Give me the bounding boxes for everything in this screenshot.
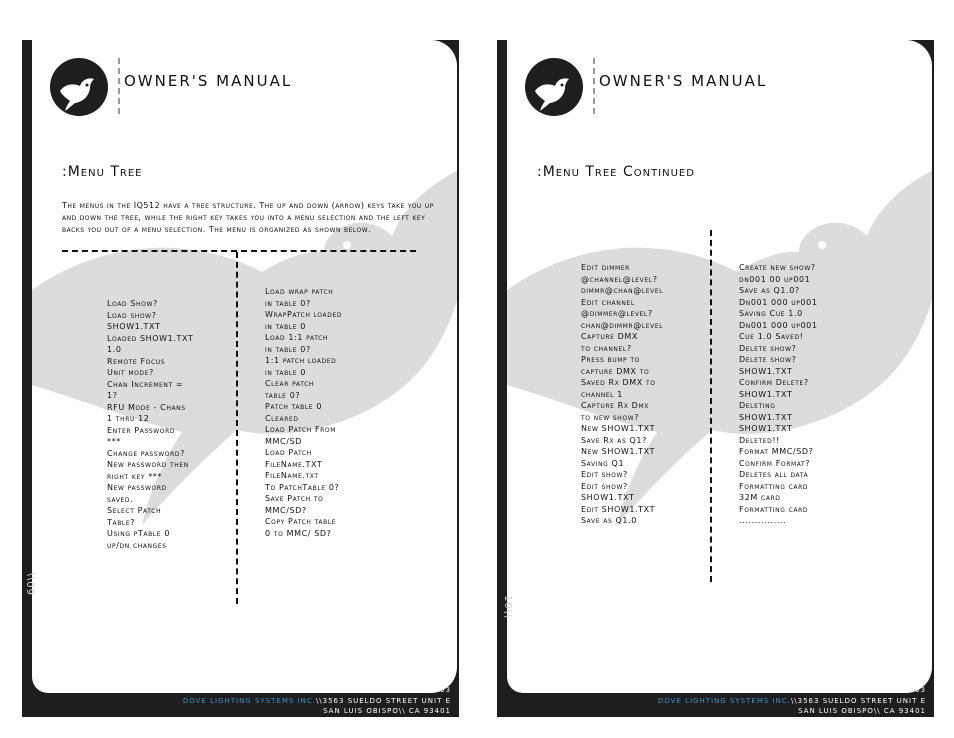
menu-item: SHOW1.TXT: [739, 424, 793, 433]
footer-phone: 805.541.8292\\805.541.8293: [797, 686, 926, 694]
menu-item: dn001 00 up001: [739, 274, 811, 284]
menu-item: Select Patch: [107, 506, 162, 515]
menu-item: RFU Mode - Chans: [107, 402, 186, 412]
manual-page-right: [497, 40, 934, 717]
menu-item: Save Patch to: [265, 494, 324, 503]
footer-city: SAN LUIS OBISPO\\ CA 93401: [323, 707, 451, 715]
menu-item: New password then: [107, 460, 189, 469]
menu-item: Formatting card: [739, 481, 809, 491]
footer-company: DOVE LIGHTING SYSTEMS INC.: [182, 696, 316, 705]
menu-item: FileName.TXT: [265, 459, 323, 469]
menu-item: @dimmer@level?: [581, 309, 653, 318]
menu-item: Edit dimmer: [581, 263, 630, 272]
menu-item: Edit show?: [581, 470, 628, 479]
footer-address-line: [183, 696, 451, 707]
menu-item: ***: [107, 437, 121, 446]
menu-item: in table 0?: [265, 344, 311, 354]
menu-item: Table?: [107, 517, 136, 527]
menu-item: Deletes all data: [739, 470, 809, 479]
menu-item: Enter Password: [107, 425, 176, 435]
page-panel: [32, 40, 457, 693]
menu-column-1: [581, 262, 663, 527]
menu-item: Load 1:1 patch: [265, 333, 329, 342]
menu-item: Chan Increment =: [107, 379, 184, 389]
menu-item: Delete show?: [739, 343, 797, 353]
menu-item: To PatchTable 0?: [265, 482, 340, 492]
menu-item: Load Show?: [107, 299, 158, 308]
footer-street: \\3563 SUELDO STREET UNIT E: [790, 696, 926, 705]
menu-item: Copy Patch table: [265, 517, 337, 526]
menu-item: Dn001 000 up001: [739, 297, 818, 307]
menu-item: FileName.txt: [265, 471, 319, 480]
dove-watermark-icon: [507, 40, 932, 693]
logo-divider: [118, 58, 120, 114]
footer-company: DOVE LIGHTING SYSTEMS INC.: [657, 696, 791, 705]
page-number: 10\\: [502, 595, 513, 619]
menu-item: right key ***: [107, 471, 163, 481]
menu-item: in table 0?: [265, 298, 311, 308]
menu-item: dimmr@chan@level: [581, 286, 664, 295]
menu-item: capture DMX to: [581, 366, 650, 376]
menu-item: Capture Rx Dmx: [581, 401, 649, 410]
footer-phone: 805.541.8292\\805.541.8293: [322, 686, 451, 694]
menu-item: Load show?: [107, 310, 157, 320]
dove-logo-icon: [50, 58, 108, 116]
menu-item: New SHOW1.TXT: [581, 424, 656, 433]
footer: [183, 685, 451, 717]
menu-item: SHOW1.TXT: [107, 322, 161, 331]
dove-watermark-icon: [32, 40, 457, 693]
menu-item: Format MMC/SD?: [739, 447, 814, 456]
footer: [658, 685, 926, 717]
footer-street: \\3563 SUELDO STREET UNIT E: [315, 696, 451, 705]
menu-item: in table 0: [265, 321, 306, 331]
menu-item: table 0?: [265, 390, 301, 400]
menu-item: Saved Rx DMX to: [581, 378, 656, 387]
menu-item: Load Patch From: [265, 425, 337, 434]
dove-logo-icon: [525, 58, 583, 116]
menu-item: Edit show?: [581, 481, 628, 491]
menu-item: Using pTable 0: [107, 529, 171, 538]
menu-item: Remote Focus: [107, 356, 166, 366]
menu-column-2: [265, 286, 342, 539]
menu-item: SHOW1.TXT: [739, 412, 793, 422]
dashed-divider: [62, 250, 416, 252]
menu-item: 0 to MMC/ SD?: [265, 528, 332, 538]
column-divider: [710, 230, 712, 582]
menu-item: to new show?: [581, 412, 640, 422]
menu-column-1: [107, 298, 193, 551]
footer-address-line: [658, 696, 926, 707]
menu-item: 1.0: [107, 345, 122, 354]
page-panel: [507, 40, 932, 693]
column-divider: [236, 252, 238, 604]
section-heading: :Menu Tree Continued: [537, 164, 695, 180]
menu-item: Create new show?: [739, 263, 816, 272]
menu-item: @channel@level?: [581, 274, 658, 284]
page-number: 60\\: [26, 571, 37, 595]
menu-item: Change password?: [107, 448, 185, 458]
menu-item: 1 thru 12: [107, 414, 150, 423]
menu-item: Load wrap patch: [265, 287, 334, 296]
menu-item: New password: [107, 483, 167, 492]
menu-item: Capture DMX: [581, 332, 639, 341]
menu-item: to channel?: [581, 343, 632, 353]
menu-item: Saving Cue 1.0: [739, 309, 803, 318]
menu-item: Confirm Format?: [739, 458, 811, 468]
menu-item: Edit channel: [581, 297, 635, 307]
menu-item: Save Rx as Q1?: [581, 435, 647, 445]
menu-item: 1?: [107, 391, 118, 400]
menu-item: up/dn changes: [107, 540, 167, 550]
menu-item: Unit mode?: [107, 368, 154, 377]
menu-item: chan@dimmr@level: [581, 320, 664, 330]
menu-item: Edit SHOW1.TXT: [581, 504, 656, 514]
menu-item: 1:1 patch loaded: [265, 356, 337, 365]
menu-item: Dn001 000 up001: [739, 320, 818, 330]
menu-item: Press bump to: [581, 355, 640, 364]
menu-item: Saving Q1: [581, 458, 625, 468]
menu-item: WrapPatch loaded: [265, 310, 343, 319]
menu-item: Delete show?: [739, 355, 797, 364]
menu-item: Cue 1.0 Saved!: [739, 332, 804, 341]
menu-item: MMC/SD: [265, 436, 302, 446]
footer-city: SAN LUIS OBISPO\\ CA 93401: [798, 707, 926, 715]
menu-item: in table 0: [265, 367, 306, 377]
menu-item: Clear patch: [265, 379, 315, 388]
menu-item: Save as Q1.0?: [739, 286, 800, 295]
menu-item: ...............: [739, 516, 787, 525]
menu-item: SHOW1.TXT: [739, 366, 793, 376]
menu-item: channel 1: [581, 389, 623, 399]
menu-item: SHOW1.TXT: [581, 493, 635, 502]
logo-divider: [593, 58, 595, 114]
menu-item: Deleting: [739, 401, 776, 410]
menu-item: Confirm Delete?: [739, 378, 809, 387]
menu-item: MMC/SD?: [265, 505, 307, 515]
menu-item: Load Patch: [265, 448, 312, 457]
menu-item: SHOW1.TXT: [739, 389, 793, 399]
menu-item: Patch table 0: [265, 402, 323, 411]
page-title: OWNER'S MANUAL: [124, 72, 293, 90]
menu-item: Deleted!!: [739, 435, 780, 445]
menu-item: Formatting card: [739, 504, 809, 514]
menu-item: Save as Q1.0: [581, 516, 637, 525]
menu-item: 32M card: [739, 493, 781, 502]
menu-item: saved.: [107, 494, 134, 504]
menu-column-2: [739, 262, 818, 527]
manual-page-left: [22, 40, 459, 717]
menu-item: New SHOW1.TXT: [581, 447, 656, 456]
menu-item: Loaded SHOW1.TXT: [107, 333, 194, 343]
section-heading: :Menu Tree: [62, 164, 143, 180]
intro-paragraph: The menus in the IQ512 have a tree structure. The up and down (arrow) keys take you up and down the tree, while the right key takes you into a menu selection and the left key backs you out of a menu selection. The menu is organized as shown below.: [62, 201, 434, 234]
page-title: OWNER'S MANUAL: [599, 72, 768, 90]
menu-item: Cleared: [265, 413, 299, 423]
